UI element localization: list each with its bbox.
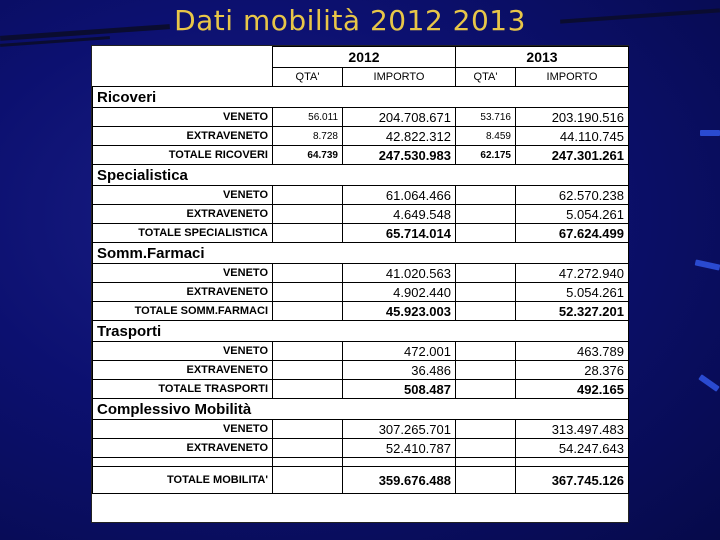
qty-2012-cell — [273, 420, 343, 439]
row-label: VENETO — [93, 342, 273, 361]
qty-2012-cell: 56.011 — [273, 108, 343, 127]
amount-2012-cell: 42.822.312 — [343, 127, 456, 146]
amount-2012-cell: 36.486 — [343, 361, 456, 380]
qty-2013-cell: 62.175 — [456, 146, 516, 165]
qty-2012-cell — [273, 264, 343, 283]
table-row — [93, 127, 629, 146]
qty-2012-cell — [273, 302, 343, 321]
row-label: VENETO — [93, 108, 273, 127]
page-title: Dati mobilità 2012 2013 — [174, 4, 526, 37]
year-2013-header: 2013 — [456, 47, 629, 68]
row-label: TOTALE RICOVERI — [93, 146, 273, 165]
spacer-cell — [516, 458, 629, 467]
decor-tick — [698, 374, 719, 392]
section-title: Ricoveri — [93, 87, 629, 108]
amount-2012-cell: 61.064.466 — [343, 186, 456, 205]
amount-header-2013: IMPORTO — [516, 68, 629, 87]
spacer-cell — [343, 458, 456, 467]
grand-total-qty-2013 — [456, 467, 516, 494]
amount-2012-cell: 247.530.983 — [343, 146, 456, 165]
amount-2013-cell: 247.301.261 — [516, 146, 629, 165]
qty-2012-cell — [273, 439, 343, 458]
table-row — [93, 283, 629, 302]
row-label: VENETO — [93, 186, 273, 205]
amount-2013-cell: 313.497.483 — [516, 420, 629, 439]
amount-2012-cell: 204.708.671 — [343, 108, 456, 127]
amount-2012-cell: 508.487 — [343, 380, 456, 399]
table-row — [93, 186, 629, 205]
amount-header-2012: IMPORTO — [343, 68, 456, 87]
qty-2012-cell — [273, 224, 343, 243]
row-label: EXTRAVENETO — [93, 205, 273, 224]
amount-2012-cell: 472.001 — [343, 342, 456, 361]
qty-2012-cell — [273, 342, 343, 361]
amount-2013-cell: 5.054.261 — [516, 205, 629, 224]
mobility-table-sheet — [92, 46, 628, 522]
spacer-cell — [456, 458, 516, 467]
amount-2013-cell: 52.327.201 — [516, 302, 629, 321]
table-row — [93, 264, 629, 283]
qty-2013-cell — [456, 224, 516, 243]
amount-2013-cell: 5.054.261 — [516, 283, 629, 302]
amount-2013-cell: 54.247.643 — [516, 439, 629, 458]
amount-2013-cell: 44.110.745 — [516, 127, 629, 146]
qty-2013-cell — [456, 439, 516, 458]
amount-2013-cell: 47.272.940 — [516, 264, 629, 283]
row-label: EXTRAVENETO — [93, 439, 273, 458]
amount-2012-cell: 65.714.014 — [343, 224, 456, 243]
qty-2012-cell — [273, 361, 343, 380]
total-row — [93, 302, 629, 321]
amount-2013-cell: 203.190.516 — [516, 108, 629, 127]
mobility-table — [92, 46, 629, 494]
section-row — [93, 321, 629, 342]
grand-total-qty-2012 — [273, 467, 343, 494]
amount-2013-cell: 492.165 — [516, 380, 629, 399]
amount-2012-cell: 4.649.548 — [343, 205, 456, 224]
amount-2013-cell: 28.376 — [516, 361, 629, 380]
row-label: VENETO — [93, 264, 273, 283]
section-row — [93, 243, 629, 264]
qty-2013-cell — [456, 342, 516, 361]
row-label: EXTRAVENETO — [93, 361, 273, 380]
year-2012-header: 2012 — [273, 47, 456, 68]
qty-2012-cell — [273, 380, 343, 399]
section-row — [93, 165, 629, 186]
table-row — [93, 439, 629, 458]
spacer-cell — [273, 458, 343, 467]
qty-2013-cell: 53.716 — [456, 108, 516, 127]
table-row — [93, 361, 629, 380]
qty-2013-cell — [456, 283, 516, 302]
amount-2012-cell: 41.020.563 — [343, 264, 456, 283]
table-row — [93, 342, 629, 361]
qty-2012-cell — [273, 283, 343, 302]
qty-2012-cell: 8.728 — [273, 127, 343, 146]
amount-2013-cell: 67.624.499 — [516, 224, 629, 243]
grand-total-label: TOTALE MOBILITA' — [93, 467, 273, 494]
section-title: Specialistica — [93, 165, 629, 186]
section-title: Trasporti — [93, 321, 629, 342]
qty-2013-cell — [456, 205, 516, 224]
spacer-row — [93, 458, 629, 467]
qty-2013-cell — [456, 420, 516, 439]
qty-2013-cell — [456, 361, 516, 380]
header-empty-cell — [93, 47, 273, 87]
qty-header-2012: QTA' — [273, 68, 343, 87]
qty-2013-cell — [456, 380, 516, 399]
decor-tick — [700, 130, 720, 136]
decor-tick — [695, 259, 720, 270]
amount-2012-cell: 4.902.440 — [343, 283, 456, 302]
grand-total-row — [93, 467, 629, 494]
row-label: EXTRAVENETO — [93, 127, 273, 146]
qty-2013-cell: 8.459 — [456, 127, 516, 146]
qty-2012-cell — [273, 205, 343, 224]
grand-total-2013: 367.745.126 — [516, 467, 629, 494]
amount-2012-cell: 45.923.003 — [343, 302, 456, 321]
row-label: EXTRAVENETO — [93, 283, 273, 302]
grand-total-2012: 359.676.488 — [343, 467, 456, 494]
total-row — [93, 380, 629, 399]
section-row — [93, 399, 629, 420]
row-label: TOTALE SPECIALISTICA — [93, 224, 273, 243]
row-label: TOTALE TRASPORTI — [93, 380, 273, 399]
qty-2013-cell — [456, 264, 516, 283]
total-row — [93, 146, 629, 165]
section-title: Complessivo Mobilità — [93, 399, 629, 420]
qty-2013-cell — [456, 186, 516, 205]
table-row — [93, 420, 629, 439]
amount-2012-cell: 52.410.787 — [343, 439, 456, 458]
table-row — [93, 205, 629, 224]
qty-2012-cell: 64.739 — [273, 146, 343, 165]
qty-2013-cell — [456, 302, 516, 321]
amount-2013-cell: 62.570.238 — [516, 186, 629, 205]
amount-2013-cell: 463.789 — [516, 342, 629, 361]
qty-header-2013: QTA' — [456, 68, 516, 87]
section-row — [93, 87, 629, 108]
amount-2012-cell: 307.265.701 — [343, 420, 456, 439]
qty-2012-cell — [273, 186, 343, 205]
row-label: VENETO — [93, 420, 273, 439]
total-row — [93, 224, 629, 243]
year-header-row — [93, 47, 629, 68]
section-title: Somm.Farmaci — [93, 243, 629, 264]
row-label: TOTALE SOMM.FARMACI — [93, 302, 273, 321]
spacer-cell — [93, 458, 273, 467]
table-row — [93, 108, 629, 127]
